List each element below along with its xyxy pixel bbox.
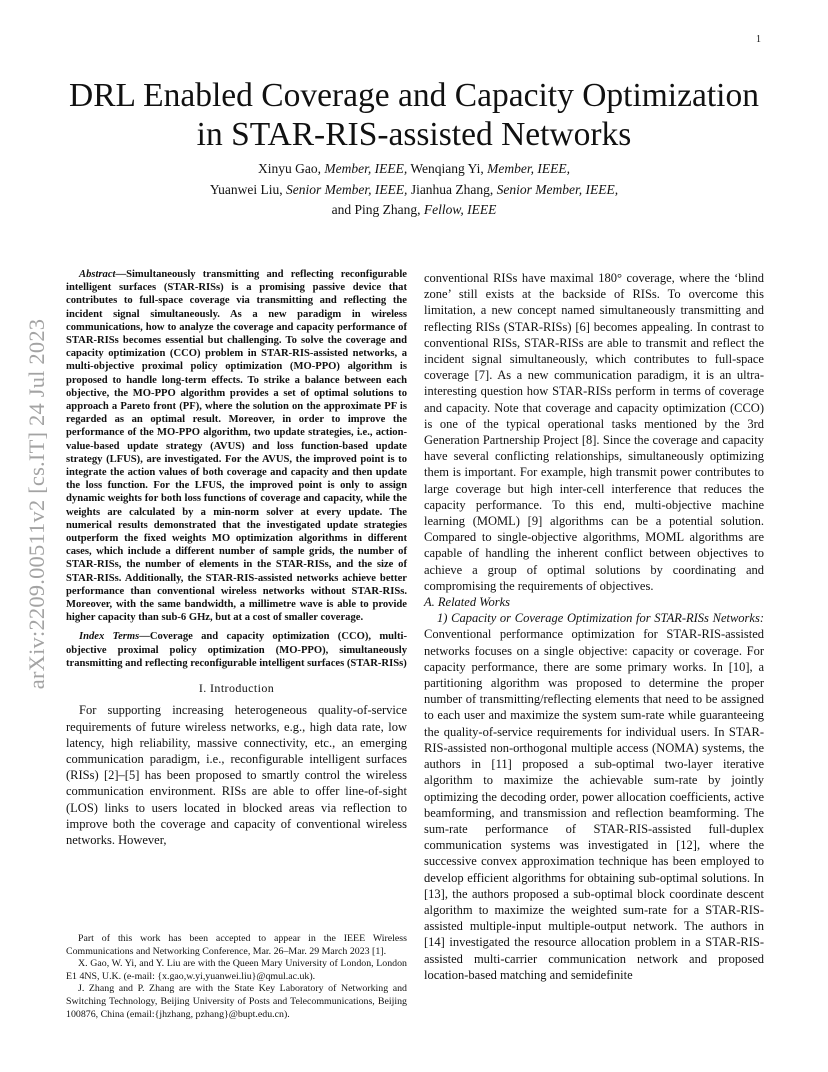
author-1: Xinyu Gao, xyxy=(257,161,321,176)
author-2: Wenqiang Yi, xyxy=(410,161,484,176)
intro-paragraph-1: For supporting increasing heterogeneous quality-of-service requirements of future wireless networks, e.g., high data rate, low latency, high reliability, massive connectivity, etc., an emerging communication paradigm, i.e., reconfigurable intelligent surfaces (RISs) [2]–[5] has been proposed to smartly control the wireless communication environment. RISs are able to offer line-of-sight (LOS) links to users located in blocked areas via reflection to improve both the coverage and capacity of conventional wireless networks. However, xyxy=(66,703,407,847)
right-paragraph-2 xyxy=(424,610,764,983)
author-4: Jianhua Zhang, xyxy=(410,181,494,197)
title-line-1: DRL Enabled Coverage and Capacity Optimization xyxy=(69,77,759,114)
section-heading-introduction: I. Introduction xyxy=(198,681,275,696)
author-list xyxy=(40,159,788,221)
index-terms xyxy=(66,630,407,670)
right-paragraph-1: conventional RISs have maximal 180° coverage, where the ‘blind zone’ still exists at the backside of RISs. To overcome this limitation, a new concept named simultaneously transmitting and reflecting RISs (STAR-RISs) [6] becomes appealing. In contrast to conventional RISs, STAR-RISs are able to transmit and reflect the incident signal simultaneously, which contributes to full-space coverage [7]. As a new communication paradigm, it is an ultra-interesting question how STAR-RISs perform in terms of coverage and capacity. Note that coverage and capacity optimization (CCO) is one of the typical operational tasks mentioned by the 3rd Generation Partnership Project [8]. Since the coverage and capacity have several conflicting relationships, simultaneously optimizing them is important. For example, high transmit power contributes to large coverage but high inter-cell interference that reduces the capacity performance. To this end, multi-objective machine learning (MOML) [9] algorithms can be a potential solution. Compared to single-objective algorithms, MOML algorithms are capable of handling the inherent conflict between objectives to achieve a group of optimal solutions by coordinating and compromising the requirements of objectives. xyxy=(424,271,764,593)
abstract xyxy=(66,268,407,624)
subsubsection-heading-1: 1) Capacity or Coverage Optimization for STAR-RISs Networks: xyxy=(437,611,764,626)
author-2-role: Member, IEEE, xyxy=(487,161,570,176)
page-number: 1 xyxy=(756,34,761,45)
author-3: Yuanwei Liu, xyxy=(209,181,283,197)
right-paragraph-2-text: Conventional performance optimization for STAR-RIS-assisted networks focuses on a single objective: capacity or coverage. For capacity performance, there are some primary works. In [10], a partitioning algorithm was proposed to determine the proper number of transmitting/reflecting elements that need to be assigned to each user and maximize the system sum-rate while guaranteeing the quality-of-service requirements for individual users. In STAR-RIS-assisted non-orthogonal multiple access (NOMA) systems, the authors in [11] proposed a sub-optimal two-layer iterative algorithm to maximize the achievable sum-rate by jointly optimizing the decoding order, power allocation coefficients, active beamforming, and transmission and reflection beamforming. The sum-rate performance of STAR-RIS-assisted full-duplex communication systems was investigated in [12], where the successive convex approximation technique has been employed to develop efficient algorithms for obtaining sub-optimal solutions. In [13], the authors proposed a sub-optimal block coordinate descent algorithm to maximize the weighted sum-rate for a STAR-RIS-assisted multiple-input multiple-output network. The authors in [14] investigated the resource allocation problem in a STAR-RIS-assisted multi-carrier communication network and proposed location-based matching and semidefinite xyxy=(424,627,764,982)
footnote-1: Part of this work has been accepted to appear in the IEEE Wireless Communications and Networking Conference, Mar. 26–Mar. 29 March 2023 [1]. xyxy=(66,933,407,957)
author-4-role: Senior Member, IEEE, xyxy=(496,181,619,197)
author-5-role: Fellow, IEEE xyxy=(423,202,497,217)
abstract-label: Abstract xyxy=(79,269,116,280)
abstract-text: —Simultaneously transmitting and reflecting reconfigurable intelligent surfaces (STAR-RISs) is a promising passive device that contributes to full-space coverage via transmitting and reflecting the incident signal simultaneously. As a new paradigm in wireless communications, how to analyze the coverage and capacity performance of STAR-RISs becomes essential but challenging. To solve the coverage and capacity optimization (CCO) problem in STAR-RIS-assisted networks, a multi-objective proximal policy optimization (MO-PPO) algorithm is proposed to handle long-term effects. To strike a balance between each objective, the MO-PPO algorithm provides a set of optimal solutions to approach a Pareto front (PF), where the solution on the approximate PF is regarded as an optimal result. Moreover, in order to improve the performance of the MO-PPO algorithm, two update strategies, i.e., action-value-based update strategy (AVUS) and loss function-based update strategy (LFUS), are investigated. For the AVUS, the improved point is to integrate the action values of both coverage and capacity and then update the loss function. For the LFUS, the improved point is only to assign dynamic weights for both loss functions of coverage and capacity, while the weights are calculated by a min-norm solver at every update. The numerical results demonstrated that the investigated update strategies outperform the fixed weights MO optimization algorithms in different cases, which include a different number of sample grids, the number of STAR-RISs, the number of elements in the STAR-RISs, and the size of STAR-RISs. Additionally, the STAR-RIS-assisted networks achieve better performance than conventional wireless networks without STAR-RISs. Moreover, with the same bandwidth, a millimetre wave is able to provide higher capacity than sub-6 GHz, but at a cost of smaller coverage. xyxy=(66,269,407,624)
right-column xyxy=(424,270,764,983)
author-3-role: Senior Member, IEEE, xyxy=(285,181,408,197)
arxiv-sidebar-stamp xyxy=(24,270,50,738)
subsection-heading-related-works: A. Related Works xyxy=(424,595,510,610)
author-5: and Ping Zhang, xyxy=(331,202,421,217)
footnotes xyxy=(66,933,407,1021)
index-terms-text: —Coverage and capacity optimization (CCO), multi-objective proximal policy optimization (MO-PPO), simultaneously transmitting and reflecting reconfigurable intelligent surfaces (STAR-RISs) xyxy=(66,631,407,669)
left-column xyxy=(66,268,407,848)
arxiv-id: arXiv:2209.00511v2 [cs.IT] 24 Jul 2023 xyxy=(24,318,49,690)
footnote-2: X. Gao, W. Yi, and Y. Liu are with the Queen Mary University of London, London E1 4NS, U.K. (e-mail: {x.gao,w.yi,yuanwei.liu}@qmul.ac.uk). xyxy=(66,958,407,982)
title-line-2: in STAR-RIS-assisted Networks xyxy=(196,116,632,153)
paper-title xyxy=(40,76,788,154)
footnote-3: J. Zhang and P. Zhang are with the State Key Laboratory of Networking and Switching Technology, Beijing University of Posts and Telecommunications, Beijing 100876, China (email:{jhzhang, pzhang}@bupt.edu.cn). xyxy=(66,983,407,1020)
author-1-role: Member, IEEE, xyxy=(324,161,408,176)
index-terms-label: Index Terms xyxy=(79,631,140,643)
